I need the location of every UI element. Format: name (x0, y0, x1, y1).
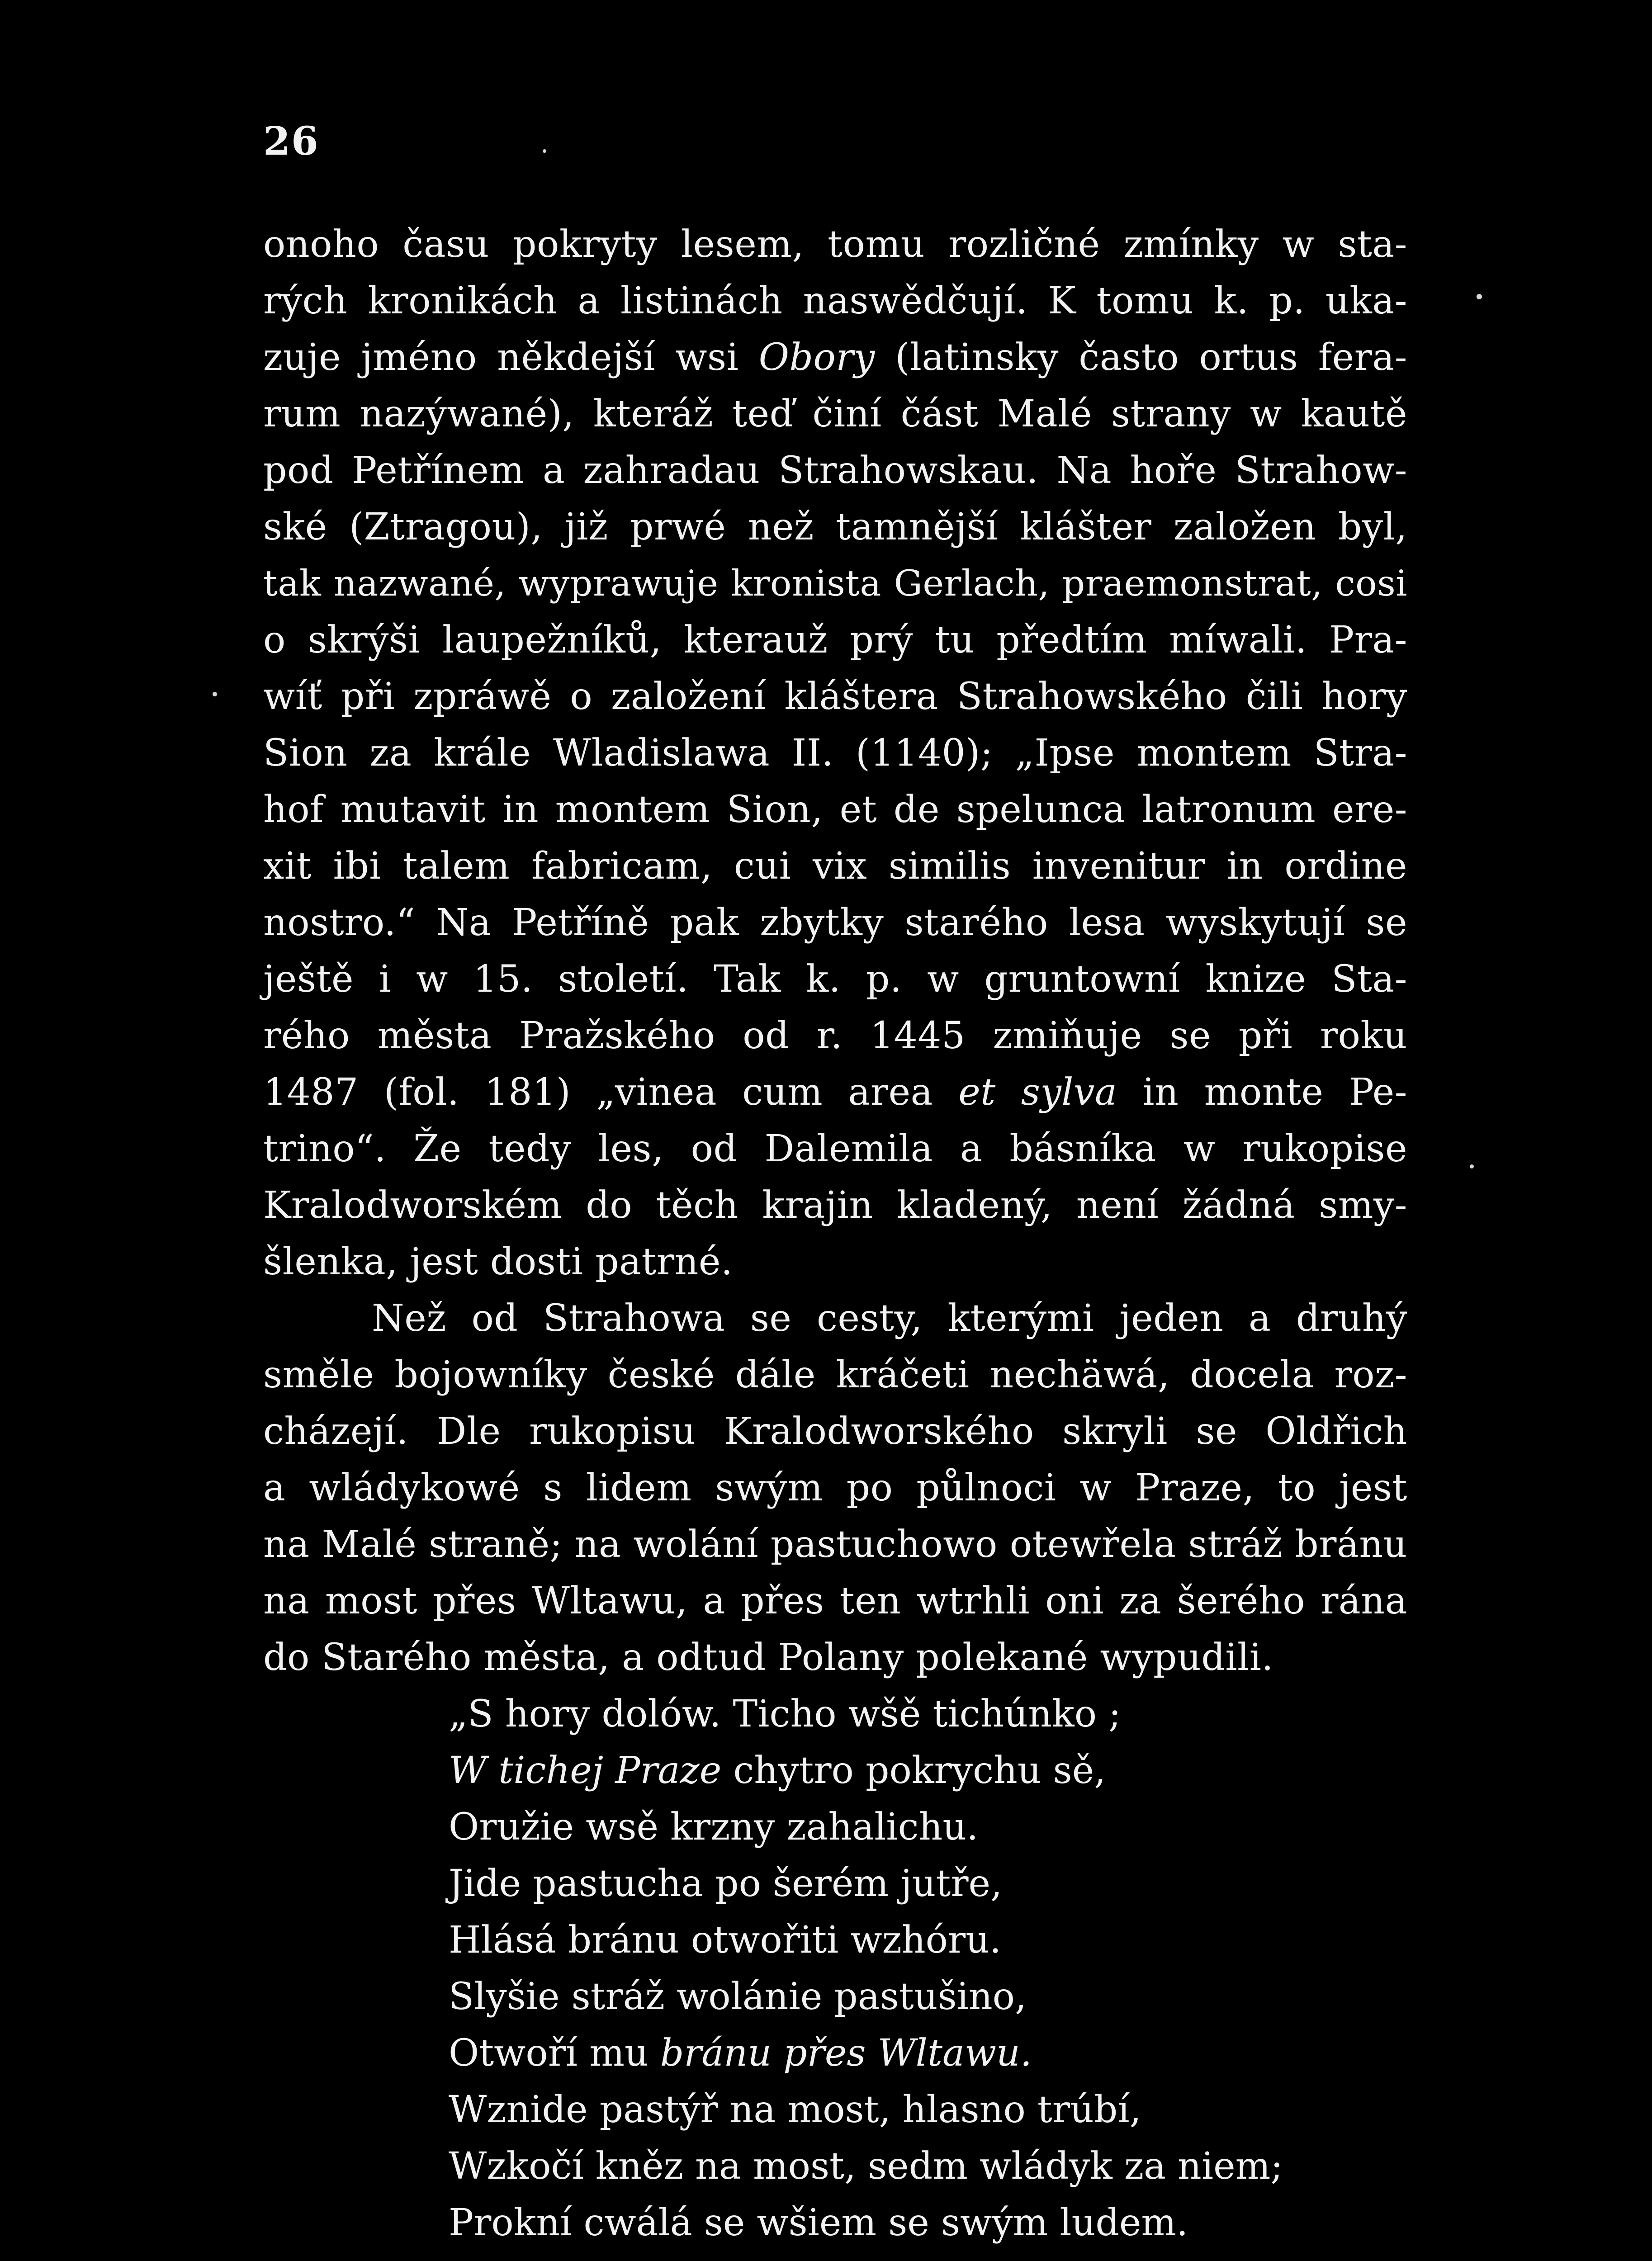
text-line (263, 1573, 1407, 1629)
line-text: Než od Strahowa se cesty, kterými jeden a druhý (372, 1297, 1407, 1340)
verse-line (263, 1855, 1407, 1912)
line-text: rého města Pražského od r. 1445 zmiňuje se při roku (263, 1014, 1407, 1057)
paragraph-strahov (263, 1290, 1407, 1686)
line-text: ské (Ztragou), již prwé než tamnější klášter založen byl, (263, 506, 1407, 549)
line-text: na most přes Wltawu, a přes ten wtrhli oni za šerého rána (263, 1580, 1407, 1622)
text-line (263, 1629, 1407, 1686)
line-text: nostro.“ Na Petříně pak zbytky starého lesa wyskytují se (263, 901, 1407, 944)
scan-speck (213, 692, 217, 696)
line-text: Wzkočí kněz na most, sedm wládyk za niem; (449, 2145, 1283, 2188)
italic-text: Obory (758, 336, 875, 379)
verse-line (263, 2081, 1407, 2138)
verse-line (263, 2025, 1407, 2081)
line-text: cházejí. Dle rukopisu Kralodworského skryli se Oldřich (263, 1410, 1407, 1453)
line-text: Wznide pastýř na most, hlasno trúbí, (449, 2088, 1141, 2131)
text-line (263, 894, 1407, 951)
line-text: rum nazýwané), kteráž teď činí část Malé strany w kautě (263, 393, 1407, 435)
line-text: in monte Pe- (1117, 1071, 1408, 1114)
verse-quotation (263, 1686, 1407, 2251)
line-text: (latinsky často ortus fera- (875, 336, 1407, 379)
line-text: Prokní cwálá se wšiem se swým ludem. (449, 2201, 1188, 2244)
text-line (263, 499, 1407, 555)
text-line (263, 1008, 1407, 1064)
line-text: ještě i w 15. století. Tak k. p. w gruntowní knize Sta- (263, 958, 1407, 1001)
line-text: Oružie wsě krzny zahalichu. (449, 1806, 979, 1849)
line-text: do Starého města, a odtud Polany polekané wypudili. (263, 1636, 1274, 1679)
text-line (263, 216, 1407, 273)
page-number: 26 (263, 118, 319, 164)
text-line (263, 273, 1407, 329)
text-line (263, 1460, 1407, 1516)
line-text: trino“. Že tedy les, od Dalemila a básníka w rukopise (263, 1127, 1407, 1170)
line-text: a wládykowé s lidem swým po půlnoci w Praze, to jest (263, 1466, 1407, 1509)
verse-line (263, 1968, 1407, 2025)
text-line (263, 386, 1407, 442)
scan-speck (543, 149, 546, 153)
line-text: o skrýši laupežníků, kterauž prý tu předtím míwali. Pra- (263, 619, 1407, 662)
line-text: Kralodworském do těch krajin kladený, není žádná smy- (263, 1184, 1407, 1227)
text-line (263, 442, 1407, 499)
scan-speck (1470, 1164, 1474, 1168)
text-line (263, 1234, 1407, 1290)
verse-line (263, 2138, 1407, 2195)
text-line (263, 1121, 1407, 1177)
line-text: rých kronikách a listinách naswědčují. K tomu k. p. uka- (263, 279, 1407, 322)
text-line (263, 555, 1407, 612)
italic-text: et sylva (958, 1071, 1117, 1114)
italic-text: W tichej Praze (449, 1749, 722, 1792)
text-line (263, 612, 1407, 668)
verse-line (263, 1912, 1407, 1968)
scan-speck (1477, 294, 1482, 299)
text-line (263, 781, 1407, 838)
verse-line (263, 1799, 1407, 1855)
text-line (263, 1347, 1407, 1403)
line-text: Otwoří mu (449, 2032, 660, 2075)
main-text (263, 216, 1407, 2251)
line-text: na Malé straně; na wolání pastuchowo otewřela stráž bránu (263, 1523, 1407, 1566)
text-line (263, 329, 1407, 386)
line-text: Sion za krále Wladislawa II. (1140); „Ipse montem Stra- (263, 732, 1407, 775)
text-line (263, 951, 1407, 1008)
verse-line (263, 1742, 1407, 1799)
verse-line (263, 1686, 1407, 1742)
line-text: chytro pokrychu sě, (721, 1749, 1106, 1792)
line-text: 1487 (fol. 181) „vinea cum area (263, 1071, 959, 1114)
line-text: onoho času pokryty lesem, tomu rozličné zmínky w sta- (263, 223, 1407, 266)
text-line (263, 838, 1407, 894)
line-text: Jide pastucha po šerém jutře, (449, 1862, 1003, 1905)
text-line (263, 668, 1407, 725)
text-line (263, 1177, 1407, 1234)
line-text: směle bojowníky české dále kráčeti nechäwá, docela roz- (263, 1353, 1407, 1396)
text-line (263, 1064, 1407, 1121)
line-text: tak nazwané, wyprawuje kronista Gerlach, praemonstrat, cosi (263, 563, 1407, 604)
line-text: hof mutavit in montem Sion, et de spelunca latronum ere- (263, 788, 1407, 831)
line-text: wíť při zpráwě o založení kláštera Strahowského čili hory (263, 675, 1407, 718)
line-text: pod Petřínem a zahradau Strahowskau. Na hoře Strahow- (263, 449, 1407, 492)
line-text: xit ibi talem fabricam, cui vix similis invenitur in ordine (263, 845, 1407, 888)
text-line (263, 1516, 1407, 1573)
verse-line (263, 2195, 1407, 2251)
line-text: „S hory dolów. Ticho wšě tichúnko ; (449, 1693, 1121, 1736)
line-text: Hlásá bránu otwořiti wzhóru. (449, 1919, 1002, 1962)
line-text: zuje jméno někdejší wsi (263, 336, 759, 379)
text-line (263, 725, 1407, 781)
line-text: šlenka, jest dosti patrné. (263, 1240, 733, 1283)
text-line (263, 1403, 1407, 1460)
italic-text: bránu přes Wltawu. (660, 2032, 1032, 2075)
paragraph-forest (263, 216, 1407, 1290)
text-line (263, 1290, 1407, 1347)
line-text: Slyšie stráž wolánie pastušino, (449, 1975, 1027, 2018)
